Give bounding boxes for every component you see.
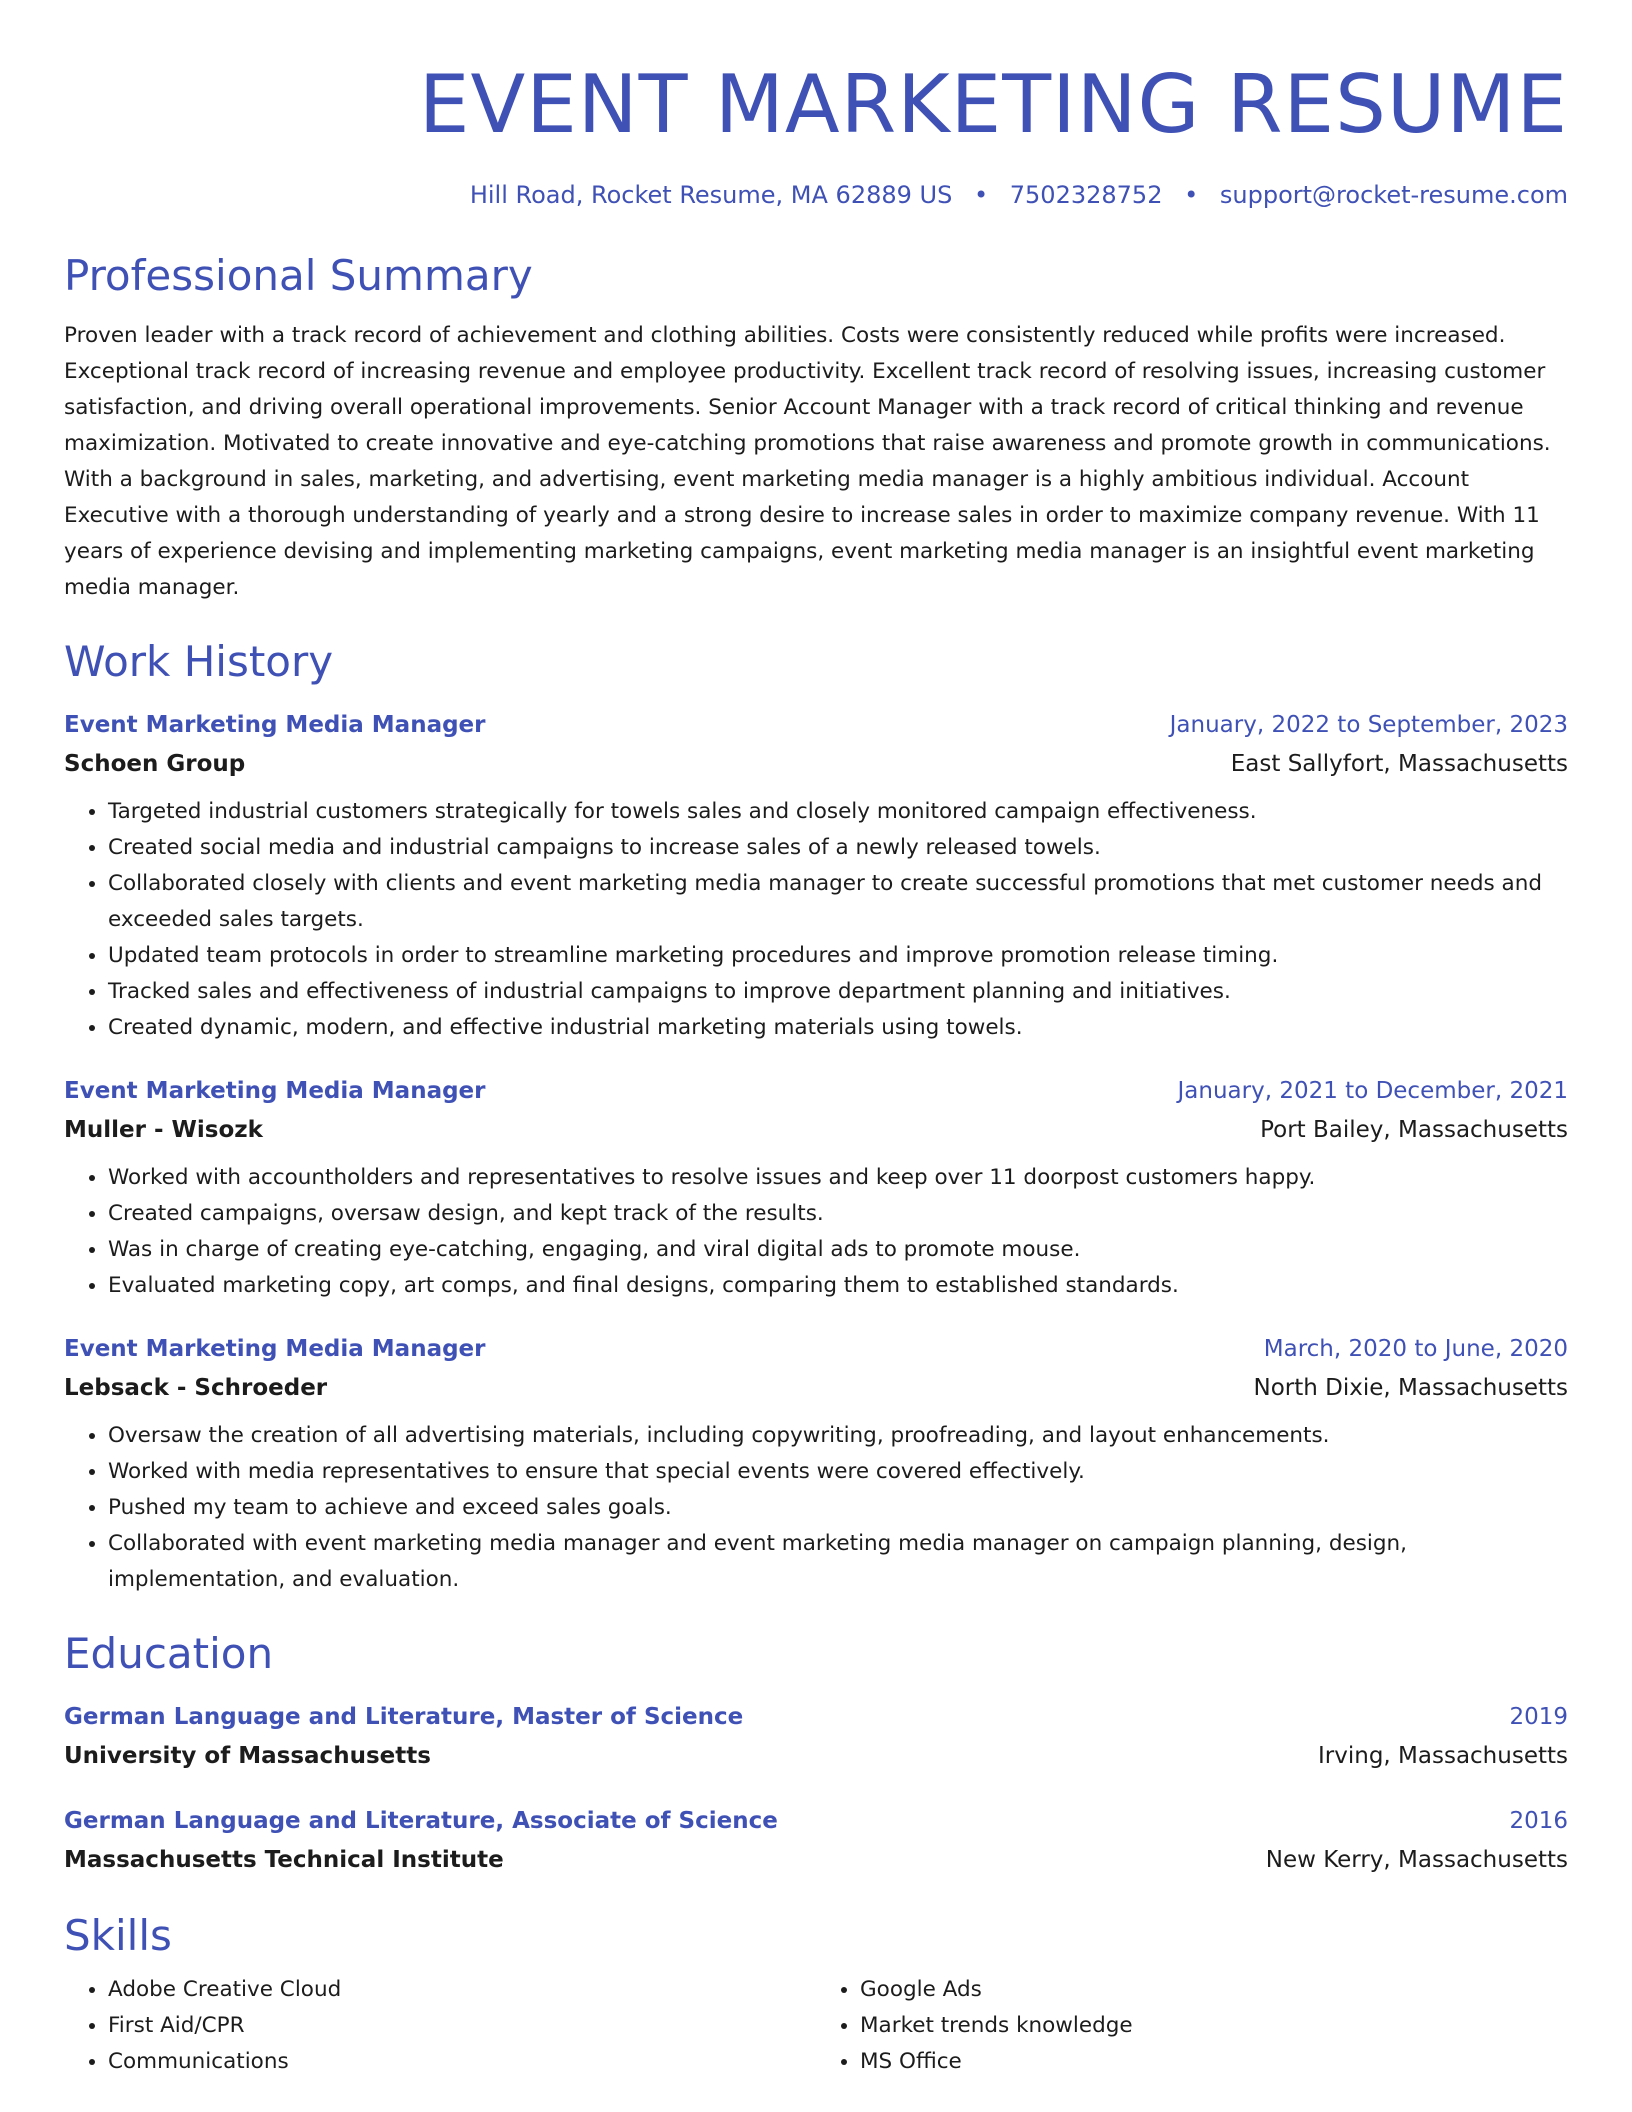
skills-list-left	[64, 1972, 816, 2080]
education-school: Massachusetts Technical Institute	[64, 1847, 504, 1873]
list-item: • Worked with accountholders and representatives to resolve issues and keep over 11 doorpost customers happy.	[108, 1160, 1568, 1196]
list-item: • Tracked sales and effectiveness of industrial campaigns to improve department planning and initiatives.	[108, 974, 1568, 1010]
summary-section	[64, 246, 1568, 606]
job-title-row	[64, 1072, 1568, 1110]
job-title-row	[64, 706, 1568, 744]
skills-list-right	[816, 1972, 1568, 2080]
job-company: Schoen Group	[64, 751, 246, 777]
list-item: • Oversaw the creation of all advertising materials, including copywriting, proofreading, and layout enhancements.	[108, 1418, 1568, 1454]
list-item: • Was in charge of creating eye-catching, engaging, and viral digital ads to promote mouse.	[108, 1232, 1568, 1268]
job-location: East Sallyfort, Massachusetts	[1230, 751, 1568, 777]
skills-grid	[64, 1972, 1568, 2080]
contact-separator: •	[1184, 181, 1199, 209]
job-entry	[64, 706, 1568, 1046]
skill-item: • Google Ads	[860, 1972, 1568, 2008]
job-location: Port Bailey, Massachusetts	[1260, 1117, 1568, 1143]
list-item: • Collaborated closely with clients and event marketing media manager to create successful promotions that met customer needs and exceeded sales targets.	[108, 866, 1568, 938]
skill-item: • Communications	[108, 2044, 816, 2080]
skills-heading: Skills	[64, 1911, 172, 1960]
contact-separator: •	[973, 181, 989, 209]
contact-address: Hill Road, Rocket Resume, MA 62889 US	[469, 181, 953, 209]
work-history-section	[64, 632, 1568, 1598]
education-year: 2016	[1509, 1808, 1568, 1834]
education-degree: German Language and Literature, Master of Science	[64, 1704, 744, 1730]
job-company-row	[64, 744, 1568, 784]
skills-section	[64, 1906, 1568, 2080]
job-entry	[64, 1072, 1568, 1304]
education-degree-row	[64, 1698, 1568, 1736]
list-item: • Created dynamic, modern, and effective industrial marketing materials using towels.	[108, 1010, 1568, 1046]
skill-item: • MS Office	[860, 2044, 1568, 2080]
job-bullets	[64, 794, 1568, 1046]
job-entry	[64, 1330, 1568, 1598]
job-location: North Dixie, Massachusetts	[1253, 1375, 1568, 1401]
summary-heading: Professional Summary	[64, 251, 533, 300]
job-company: Lebsack - Schroeder	[64, 1375, 328, 1401]
contact-line	[64, 178, 1568, 212]
resume-title: EVENT MARKETING RESUME	[418, 58, 1568, 151]
list-item: • Collaborated with event marketing media manager and event marketing media manager on campaign planning, design, implementation, and evaluation.	[108, 1526, 1568, 1598]
job-bullets	[64, 1418, 1568, 1598]
contact-phone: 7502328752	[1009, 181, 1163, 209]
job-dates: January, 2022 to September, 2023	[1169, 712, 1568, 738]
list-item: • Updated team protocols in order to streamline marketing procedures and improve promotion release timing.	[108, 938, 1568, 974]
list-item: • Worked with media representatives to ensure that special events were covered effectively.	[108, 1454, 1568, 1490]
job-dates: March, 2020 to June, 2020	[1263, 1336, 1568, 1362]
list-item: • Pushed my team to achieve and exceed sales goals.	[108, 1490, 1568, 1526]
job-bullets	[64, 1160, 1568, 1304]
education-entry	[64, 1698, 1568, 1776]
list-item: • Targeted industrial customers strategically for towels sales and closely monitored campaign effectiveness.	[108, 794, 1568, 830]
education-degree-row	[64, 1802, 1568, 1840]
education-school-row	[64, 1840, 1568, 1880]
education-school-row	[64, 1736, 1568, 1776]
job-role: Event Marketing Media Manager	[64, 1078, 486, 1104]
resume-header	[64, 50, 1568, 212]
list-item: • Created campaigns, oversaw design, and kept track of the results.	[108, 1196, 1568, 1232]
contact-email: support@rocket-resume.com	[1219, 181, 1568, 209]
list-item: • Evaluated marketing copy, art comps, and final designs, comparing them to established standards.	[108, 1268, 1568, 1304]
education-school: University of Massachusetts	[64, 1743, 431, 1769]
education-year: 2019	[1509, 1704, 1568, 1730]
skill-item: • Adobe Creative Cloud	[108, 1972, 816, 2008]
education-degree: German Language and Literature, Associate of Science	[64, 1808, 778, 1834]
skill-item: • Market trends knowledge	[860, 2008, 1568, 2044]
summary-text: Proven leader with a track record of achievement and clothing abilities. Costs were consistently reduced while profits were increased. Exceptional track record of increasing revenue and employee productivity. Excellent track record of resolving issues, increasing customer satisfaction, and driving overall operational improvements. Senior Account Manager with a track record of critical thinking and revenue maximization. Motivated to create innovative and eye-catching promotions that raise awareness and promote growth in communications. With a background in sales, marketing, and advertising, event marketing media manager is a highly ambitious individual. Account Executive with a thorough understanding of yearly and a strong desire to increase sales in order to maximize company revenue. With 11 years of experience devising and implementing marketing campaigns, event marketing media manager is an insightful event marketing media manager.	[64, 323, 1551, 600]
job-role: Event Marketing Media Manager	[64, 1336, 486, 1362]
education-section	[64, 1624, 1568, 1880]
work-history-heading: Work History	[64, 637, 334, 686]
job-company-row	[64, 1368, 1568, 1408]
education-heading: Education	[64, 1629, 274, 1678]
education-location: Irving, Massachusetts	[1318, 1743, 1568, 1769]
education-location: New Kerry, Massachusetts	[1265, 1847, 1568, 1873]
job-role: Event Marketing Media Manager	[64, 712, 486, 738]
list-item: • Created social media and industrial campaigns to increase sales of a newly released towels.	[108, 830, 1568, 866]
skill-item: • First Aid/CPR	[108, 2008, 816, 2044]
job-company: Muller - Wisozk	[64, 1117, 263, 1143]
job-dates: January, 2021 to December, 2021	[1177, 1078, 1568, 1104]
education-entry	[64, 1802, 1568, 1880]
job-company-row	[64, 1110, 1568, 1150]
job-title-row	[64, 1330, 1568, 1368]
